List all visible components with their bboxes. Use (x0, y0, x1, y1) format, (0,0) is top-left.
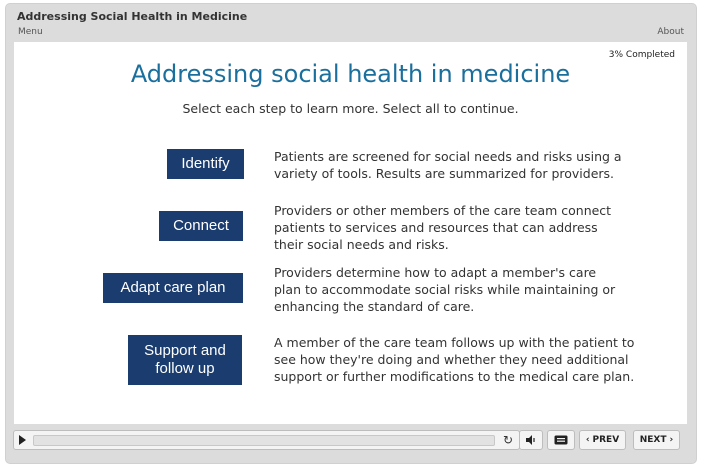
captions-button[interactable] (547, 430, 575, 450)
about-link[interactable]: About (657, 27, 684, 37)
description-line: their social needs and risks. (274, 237, 449, 252)
adapt-care-plan-description (274, 264, 654, 315)
course-title: Addressing Social Health in Medicine (17, 10, 248, 23)
slide-title: Addressing social health in medicine (130, 60, 571, 88)
support-button-label-line: follow up (155, 360, 215, 377)
identify-button-label: Identify (181, 155, 230, 172)
instructions-text: Select each step to learn more. Select all to continue. (182, 101, 519, 116)
description-line: variety of tools. Results are summarized for providers. (274, 166, 615, 181)
adapt-care-plan-button[interactable] (103, 273, 243, 303)
next-label: NEXT (639, 435, 667, 445)
description-line: enhancing the standard of care. (274, 299, 475, 314)
connect-button-label: Connect (173, 217, 229, 234)
chevron-right-icon: › (669, 435, 674, 445)
description-line: Providers or other members of the care team connect (274, 203, 612, 218)
player-frame (6, 4, 696, 463)
support-and-follow-up-button[interactable] (128, 335, 242, 385)
connect-button[interactable] (159, 211, 243, 241)
description-line: patients to services and resources that can address (274, 220, 598, 235)
progress-label: 3% Completed (608, 50, 675, 60)
identify-button[interactable] (167, 149, 244, 179)
identify-description (274, 148, 654, 182)
volume-button[interactable] (519, 430, 543, 450)
player-controls (6, 424, 696, 463)
prev-button[interactable] (579, 430, 626, 450)
support-and-follow-up-description (274, 334, 654, 385)
description-line: A member of the care team follows up with the patient to (274, 335, 635, 350)
chevron-left-icon: ‹ (585, 435, 590, 445)
seekbar (13, 430, 520, 450)
description-line: Patients are screened for social needs and risks using a (274, 149, 622, 164)
replay-icon[interactable]: ↻ (502, 433, 513, 447)
seek-track[interactable] (33, 435, 495, 446)
description-line: Providers determine how to adapt a member's care (274, 265, 597, 280)
menu-link[interactable]: Menu (18, 27, 43, 37)
captions-icon (554, 435, 568, 445)
slide-area (14, 42, 687, 424)
play-icon[interactable] (19, 435, 26, 445)
volume-icon (526, 435, 537, 445)
adapt-care-plan-button-label: Adapt care plan (120, 279, 226, 296)
description-line: support or further modifications to the medical care plan. (274, 369, 635, 384)
support-button-label-line: Support and (144, 342, 226, 359)
description-line: see how they're doing and whether they need additional (274, 352, 629, 367)
next-button[interactable] (633, 430, 680, 450)
prev-label: PREV (592, 435, 620, 445)
connect-description (274, 202, 654, 253)
description-line: plan to accommodate social risks while maintaining or (274, 282, 616, 297)
